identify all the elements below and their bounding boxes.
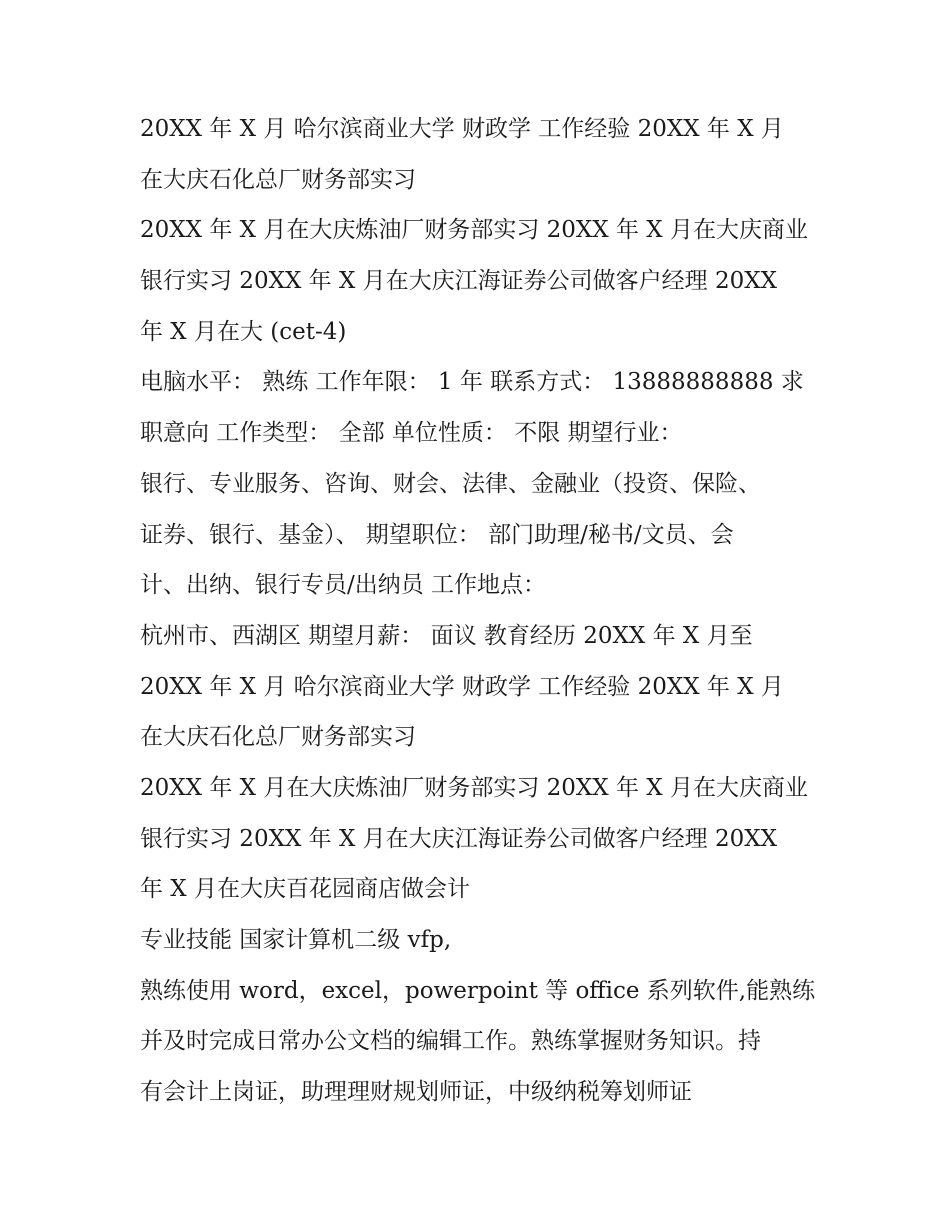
text-line: 20XX 年 X 月在大庆炼油厂财务部实习 20XX 年 X 月在大庆商业: [140, 774, 808, 801]
text-line: 年 X 月在大庆百花园商店做会计: [140, 876, 470, 903]
text-line: 年 X 月在大 (cet-4): [140, 318, 347, 345]
text-line: 证券、银行、基金）、 期望职位： 部门助理/秘书/文员、会: [140, 521, 734, 548]
text-line: 计、出纳、银行专员/出纳员 工作地点：: [140, 572, 547, 599]
text-line: 银行实习 20XX 年 X 月在大庆江海证券公司做客户经理 20XX: [140, 825, 777, 852]
text-line: 熟练使用 word，excel，powerpoint 等 office 系列软件,能熟练: [140, 977, 816, 1004]
document-body: [140, 104, 830, 1118]
text-line: 电脑水平： 熟练 工作年限： 1 年 联系方式： 13888888888 求: [140, 369, 804, 396]
text-line: 在大庆石化总厂财务部实习: [140, 724, 416, 751]
text-line: 职意向 工作类型： 全部 单位性质： 不限 期望行业：: [140, 420, 683, 447]
text-line: 在大庆石化总厂财务部实习: [140, 166, 416, 193]
text-line: 专业技能 国家计算机二级 vfp,: [140, 927, 452, 953]
text-line: 20XX 年 X 月 哈尔滨商业大学 财政学 工作经验 20XX 年 X 月: [140, 116, 784, 142]
text-line: 有会计上岗证，助理理财规划师证，中级纳税筹划师证: [140, 1079, 692, 1106]
text-line: 银行实习 20XX 年 X 月在大庆江海证券公司做客户经理 20XX: [140, 268, 777, 295]
text-line: 并及时完成日常办公文档的编辑工作。熟练掌握财务知识。持: [140, 1028, 761, 1055]
text-line: 20XX 年 X 月 哈尔滨商业大学 财政学 工作经验 20XX 年 X 月: [140, 673, 784, 700]
text-line: 杭州市、西湖区 期望月薪： 面议 教育经历 20XX 年 X 月至: [140, 622, 753, 649]
text-line: 20XX 年 X 月在大庆炼油厂财务部实习 20XX 年 X 月在大庆商业: [140, 217, 808, 244]
text-line: 银行、专业服务、咨询、财会、法律、金融业（投资、保险、: [140, 470, 761, 497]
